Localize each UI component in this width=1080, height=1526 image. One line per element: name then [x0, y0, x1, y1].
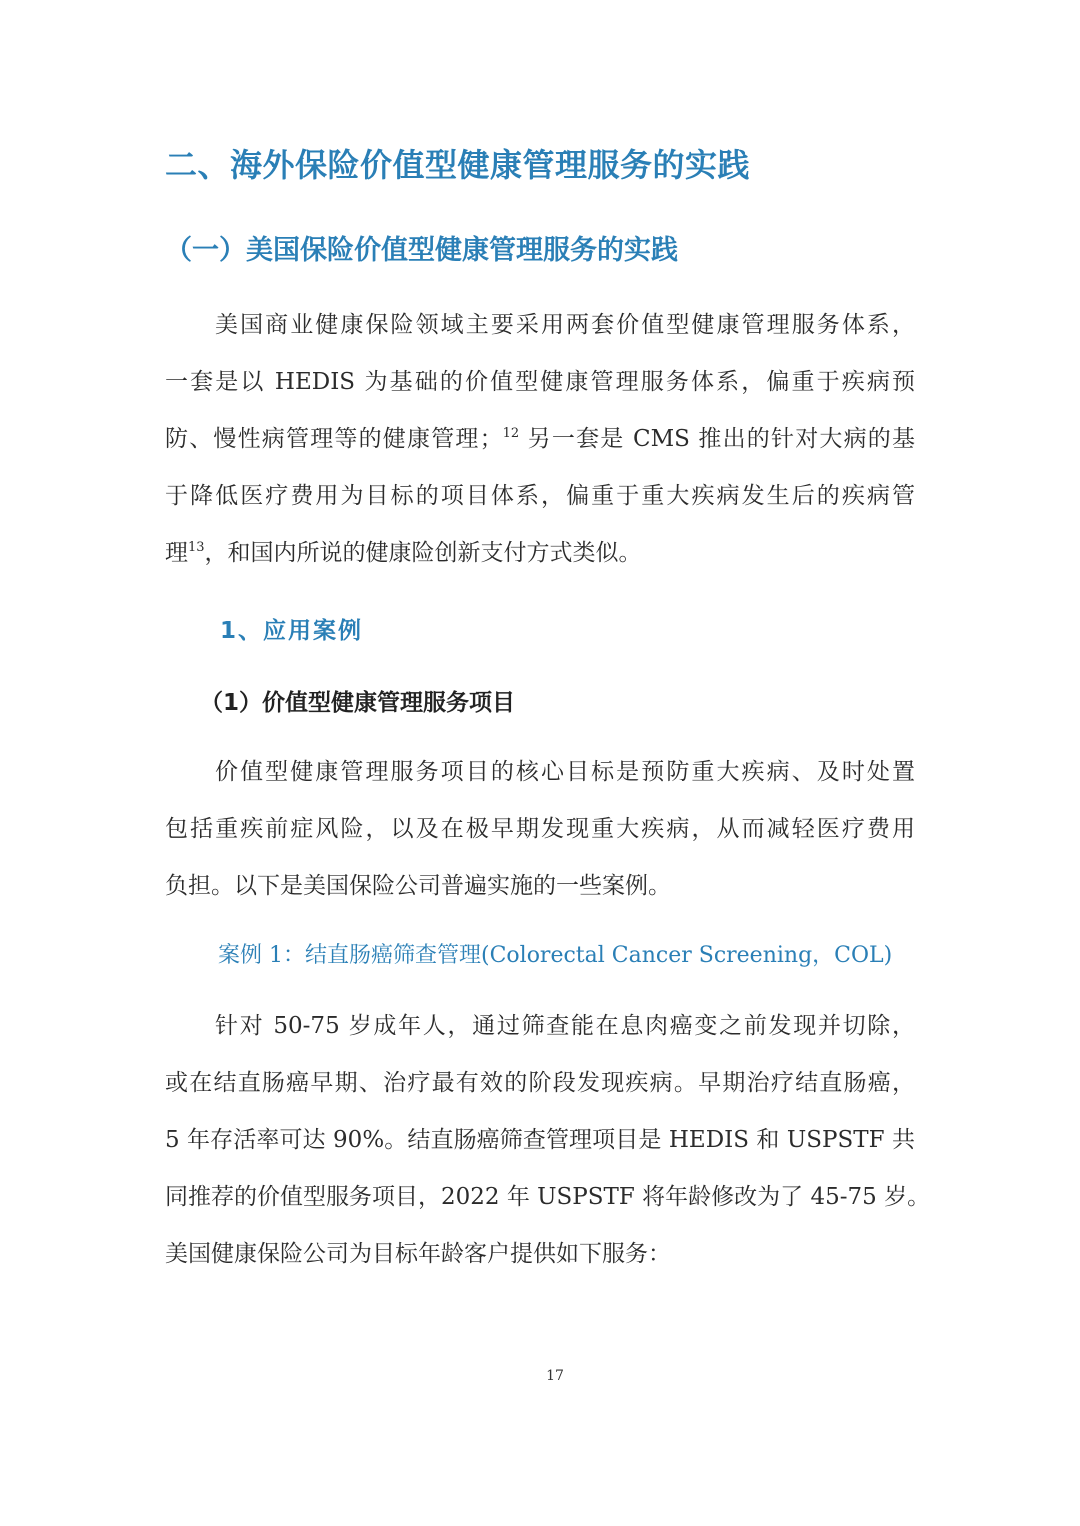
footnote-ref: 13 — [188, 540, 205, 555]
line-text: 另一套是 CMS 推出的针对大病的基 — [519, 426, 915, 452]
paragraph-line: 包括重疾前症风险，以及在极早期发现重大疾病，从而减轻医疗费用 — [165, 816, 915, 842]
paragraph-line: 一套是以 HEDIS 为基础的价值型健康管理服务体系，偏重于疾病预 — [165, 369, 915, 395]
page-number: 17 — [546, 1368, 564, 1384]
program-paragraph — [165, 744, 915, 915]
paragraph-line — [165, 411, 915, 468]
subsection-heading: （一）美国保险价值型健康管理服务的实践 — [165, 235, 678, 266]
paragraph-line: 同推荐的价值型服务项目，2022 年 USPSTF 将年龄修改为了 45-75 岁。 — [165, 1184, 931, 1210]
section-heading: 二、海外保险价值型健康管理服务的实践 — [165, 146, 751, 184]
item-heading: （1）价值型健康管理服务项目 — [200, 690, 516, 716]
paragraph-line: 5 年存活率可达 90%。结直肠癌筛查管理项目是 HEDIS 和 USPSTF 共 — [165, 1127, 915, 1153]
paragraph-line: 美国健康保险公司为目标年龄客户提供如下服务： — [165, 1241, 671, 1267]
paragraph-line: 美国商业健康保险领域主要采用两套价值型健康管理服务体系， — [215, 312, 915, 338]
paragraph-line — [165, 525, 915, 582]
intro-paragraph — [165, 297, 915, 582]
paragraph-line: 于降低医疗费用为目标的项目体系，偏重于重大疾病发生后的疾病管 — [165, 483, 915, 509]
paragraph-line: 负担。以下是美国保险公司普遍实施的一些案例。 — [165, 873, 671, 899]
paragraph-line: 针对 50-75 岁成年人，通过筛查能在息肉癌变之前发现并切除， — [215, 1013, 915, 1039]
line-text: 理 — [165, 540, 188, 566]
sub-subsection-heading: 1、应用案例 — [220, 618, 364, 644]
case-paragraph — [165, 998, 931, 1283]
paragraph-line: 价值型健康管理服务项目的核心目标是预防重大疾病、及时处置 — [215, 759, 915, 785]
line-text: ，和国内所说的健康险创新支付方式类似。 — [204, 540, 642, 566]
case-title: 案例 1：结直肠癌筛查管理(Colorectal Cancer Screening，COL) — [218, 943, 893, 968]
line-text: 防、慢性病管理等的健康管理； — [165, 426, 503, 452]
paragraph-line: 或在结直肠癌早期、治疗最有效的阶段发现疾病。早期治疗结直肠癌， — [165, 1070, 915, 1096]
footnote-ref: 12 — [502, 426, 520, 441]
